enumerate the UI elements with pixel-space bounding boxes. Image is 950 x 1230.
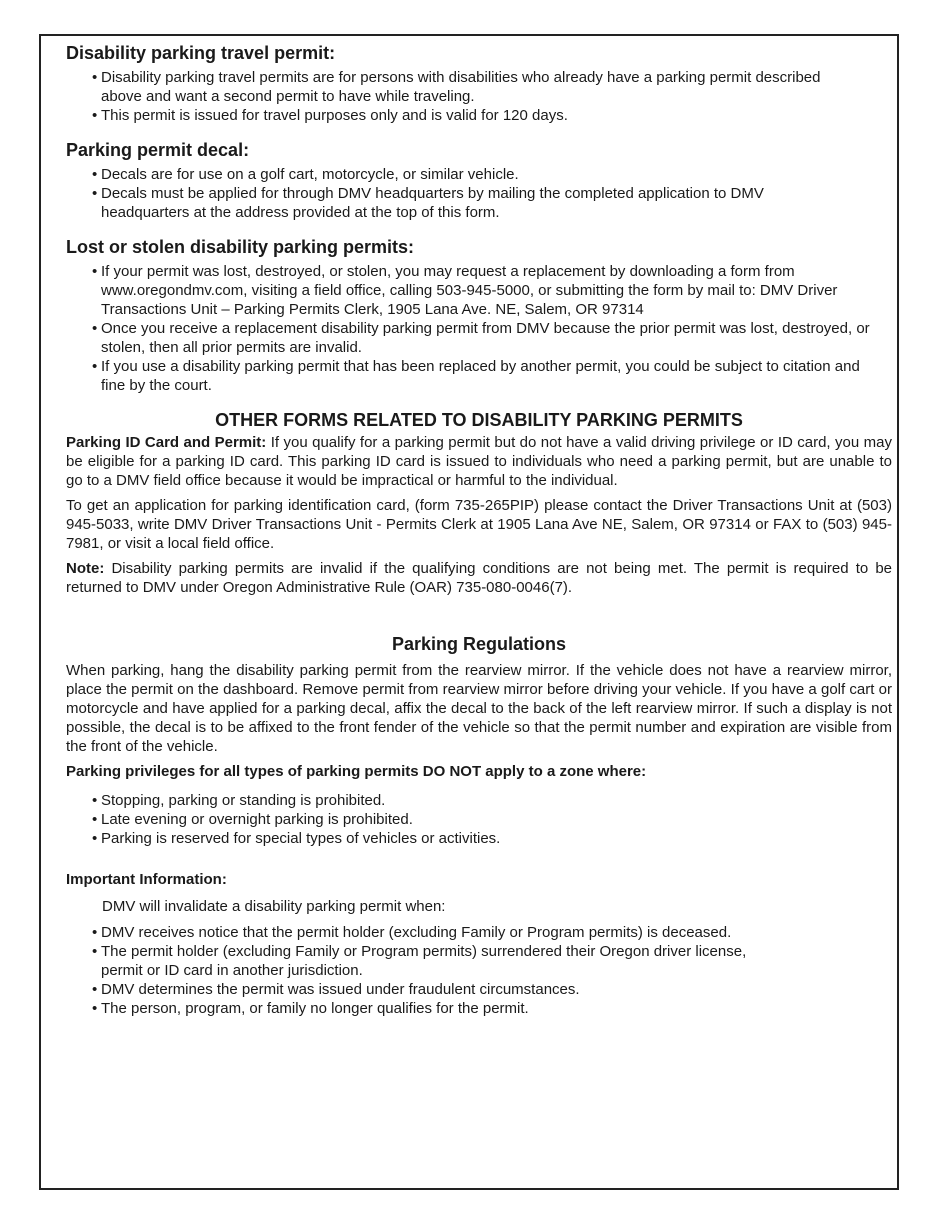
lost-stolen-list [66,262,872,395]
list-item: • Late evening or overnight parking is prohibited. [92,810,892,829]
lost-stolen-heading: Lost or stolen disability parking permits: [66,237,415,257]
list-item: • If you use a disability parking permit that has been replaced by another permit, you could be subject to citation and fine by the court. [92,357,872,395]
note-paragraph [66,559,892,597]
note-label: Note: [66,560,105,577]
important-info-intro: DMV will invalidate a disability parking permit when: [102,898,446,915]
zone-restrictions-heading: Parking privileges for all types of parking permits DO NOT apply to a zone where: [66,763,647,780]
list-item: • Parking is reserved for special types of vehicles or activities. [92,829,892,848]
decal-list [66,165,792,222]
other-forms-heading: OTHER FORMS RELATED TO DISABILITY PARKING PERMITS [215,410,743,430]
list-item: • The permit holder (excluding Family or Program permits) surrendered their Oregon driver license, permit or ID card in another jurisdiction. [92,942,792,980]
list-item: • This permit is issued for travel purposes only and is valid for 120 days. [92,106,852,125]
decal-heading: Parking permit decal: [66,140,250,160]
note-text: Disability parking permits are invalid if the qualifying conditions are not being met. The permit is required to be returned to DMV under Oregon Administrative Rule (OAR) 735-080-0046(7). [66,560,892,596]
important-info-heading: Important Information: [66,871,227,888]
list-item: • Decals are for use on a golf cart, motorcycle, or similar vehicle. [92,165,792,184]
important-info-list [66,923,792,1018]
list-item: • If your permit was lost, destroyed, or stolen, you may request a replacement by downloading a form from www.oregondmv.com, visiting a field office, calling 503-945-5000, or submitting the form by mail to: DMV Driver Transactions Unit – Parking Permits Clerk, 1905 Lana Ave. NE, Salem, OR 97314 [92,262,872,319]
document-content [66,42,892,1032]
list-item: • Disability parking travel permits are for persons with disabilities who already have a parking permit described above and want a second permit to have while traveling. [92,68,852,106]
travel-permit-heading: Disability parking travel permit: [66,43,336,63]
list-item: • Decals must be applied for through DMV headquarters by mailing the completed application to DMV headquarters at the address provided at the top of this form. [92,184,792,222]
parking-regulations-paragraph: When parking, hang the disability parking permit from the rearview mirror. If the vehicle does not have a rearview mirror, place the permit on the dashboard. Remove permit from rearview mirror before driving your vehicle. If you have a golf cart or motorcycle and have applied for a parking decal, affix the decal to the back of the left rearview mirror. If such a display is not possible, the decal is to be affixed to the front fender of the vehicle so that the permit number and expiration are visible from the front of the vehicle. [66,662,892,755]
parking-id-card-label: Parking ID Card and Permit: [66,434,267,451]
travel-permit-list [66,68,852,125]
parking-regulations-heading: Parking Regulations [391,634,567,654]
list-item: • DMV receives notice that the permit holder (excluding Family or Program permits) is deceased. [92,923,792,942]
application-paragraph: To get an application for parking identification card, (form 735-265PIP) please contact the Driver Transactions Unit at (503) 945-5033, write DMV Driver Transactions Unit - Permits Clerk at 1905 Lana Ave NE, Salem, OR 97314 or FAX to (503) 945-7981, or visit a local field office. [66,497,892,552]
parking-id-card-text: If you qualify for a parking permit but do not have a valid driving privilege or ID card, you may be eligible for a parking ID card. This parking ID card is issued to individuals who need a parking permit, but are unable to go to a DMV field office because it would be impractical or harmful to the individual. [66,434,892,489]
list-item: • Once you receive a replacement disability parking permit from DMV because the prior permit was lost, destroyed, or stolen, then all prior permits are invalid. [92,319,872,357]
zone-restrictions-list [66,791,892,848]
list-item: • DMV determines the permit was issued under fraudulent circumstances. [92,980,792,999]
list-item: • Stopping, parking or standing is prohibited. [92,791,892,810]
parking-id-card-paragraph [66,433,892,490]
list-item: • The person, program, or family no longer qualifies for the permit. [92,999,792,1018]
